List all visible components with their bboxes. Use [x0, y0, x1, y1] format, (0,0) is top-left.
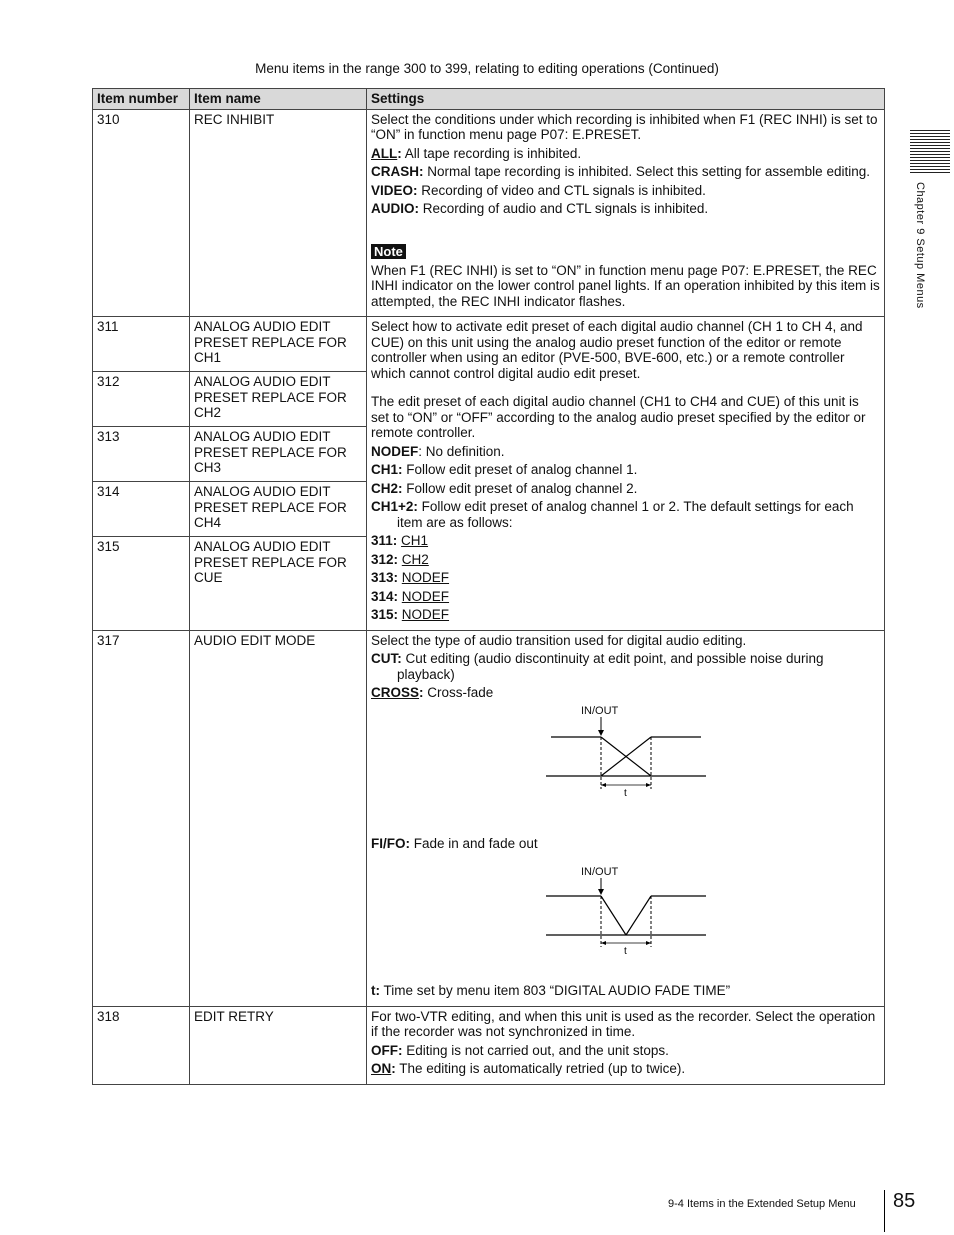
option-nodef: NODEF: No definition. [371, 443, 505, 459]
default-311: 311: CH1 [371, 533, 429, 548]
item-number: 312 [93, 372, 190, 427]
item-number: 315 [93, 537, 190, 631]
default-312: 312: CH2 [371, 551, 429, 567]
footer-section-title: 9-4 Items in the Extended Setup Menu [668, 1198, 856, 1210]
option-ch1-2: CH1+2: Follow edit preset of analog channel 1 or 2. The default settings for each item are as follows: [371, 499, 854, 530]
default-314: 314: NODEF [371, 588, 450, 604]
settings-intro: Select how to activate edit preset of each digital audio channel (CH 1 to CH 4, and CUE) on this unit using the analog audio preset function of the editor or remote controller when using an editor (PVE-500, BVE-600, etc.) or a remote controller which cannot control digital audio edit preset. [371, 319, 863, 381]
crossfade-diagram [371, 704, 880, 836]
header-item-number: Item number [93, 89, 190, 110]
settings-intro: For two-VTR editing, and when this unit is used as the recorder. Select the operation if the recorder was not synchronized in time. [371, 1008, 876, 1039]
header-settings: Settings [367, 89, 885, 110]
item-number: 317 [93, 630, 190, 1006]
item-number: 310 [93, 109, 190, 317]
settings-cell [367, 317, 885, 631]
settings-cell [367, 109, 885, 317]
default-315: 315: NODEF [371, 607, 450, 622]
inout-label: IN/OUT [581, 704, 619, 717]
item-number: 314 [93, 482, 190, 537]
t-label: t [624, 787, 627, 799]
settings-table [92, 88, 885, 1085]
option-ch1: CH1: Follow edit preset of analog channel 1. [371, 462, 638, 477]
settings-cell [367, 630, 885, 1006]
option-all: ALL: All tape recording is inhibited. [371, 145, 582, 161]
default-313: 313: NODEF [371, 570, 450, 585]
item-name: ANALOG AUDIO EDIT PRESET REPLACE FOR CH1 [190, 317, 367, 372]
note-text: When F1 (REC INHI) is set to “ON” in function menu page P07: E.PRESET, the REC INHI indicator on the lower control panel lights. If an operation inhibited by this item is attempted, the REC INHI indicator flashes. [371, 262, 880, 309]
page-number: 85 [893, 1190, 916, 1212]
option-video: VIDEO: Recording of video and CTL signals is inhibited. [371, 182, 706, 198]
header-item-name: Item name [190, 89, 367, 110]
option-crash: CRASH: Normal tape recording is inhibited. Select this setting for assemble editing. [371, 164, 870, 179]
option-cross: CROSS: Cross-fade [371, 685, 494, 700]
item-name: ANALOG AUDIO EDIT PRESET REPLACE FOR CH3 [190, 427, 367, 482]
option-audio: AUDIO: Recording of audio and CTL signals is inhibited. [371, 201, 709, 216]
table-row-317 [93, 630, 885, 1006]
settings-intro-2: The edit preset of each digital audio channel (CH1 to CH4 and CUE) of this unit is set to “ON” or “OFF” according to the analog audio preset specified by the editor or remote controller. [371, 394, 866, 440]
fade-diagram [371, 865, 880, 983]
note-label: Note [371, 244, 406, 259]
t-definition: t: Time set by menu item 803 “DIGITAL AUDIO FADE TIME” [371, 983, 731, 998]
item-name: EDIT RETRY [190, 1006, 367, 1084]
option-off: OFF: Editing is not carried out, and the unit stops. [371, 1042, 669, 1058]
chapter-tab-stripes [910, 130, 950, 174]
table-row-310 [93, 109, 885, 317]
t-label: t [624, 946, 627, 957]
item-name: ANALOG AUDIO EDIT PRESET REPLACE FOR CUE [190, 537, 367, 631]
item-number: 311 [93, 317, 190, 372]
option-on: ON: The editing is automatically retried (up to twice). [371, 1061, 686, 1076]
chapter-label: Chapter 9 Setup Menus [914, 182, 926, 309]
table-header-row [93, 89, 885, 110]
settings-cell [367, 1006, 885, 1084]
item-name: REC INHIBIT [190, 109, 367, 317]
settings-intro: Select the type of audio transition used for digital audio editing. [371, 632, 747, 648]
crossfade-graph [541, 704, 711, 804]
item-name: AUDIO EDIT MODE [190, 630, 367, 1006]
fade-graph [541, 865, 711, 965]
table-caption: Menu items in the range 300 to 399, relating to editing operations (Continued) [255, 61, 719, 76]
item-number: 313 [93, 427, 190, 482]
item-name: ANALOG AUDIO EDIT PRESET REPLACE FOR CH4 [190, 482, 367, 537]
settings-intro: Select the conditions under which recording is inhibited when F1 (REC INHI) is set to “ON” in function menu page P07: E.PRESET. [371, 111, 878, 142]
table-row-318 [93, 1006, 885, 1084]
item-name: ANALOG AUDIO EDIT PRESET REPLACE FOR CH2 [190, 372, 367, 427]
inout-label: IN/OUT [581, 866, 619, 878]
option-fifo: FI/FO: Fade in and fade out [371, 835, 538, 851]
option-cut: CUT: Cut editing (audio discontinuity at edit point, and possible noise during playback) [371, 651, 824, 682]
option-ch2: CH2: Follow edit preset of analog channel 2. [371, 480, 638, 496]
item-number: 318 [93, 1006, 190, 1084]
table-row-311 [93, 317, 885, 372]
footer-divider [884, 1190, 885, 1232]
